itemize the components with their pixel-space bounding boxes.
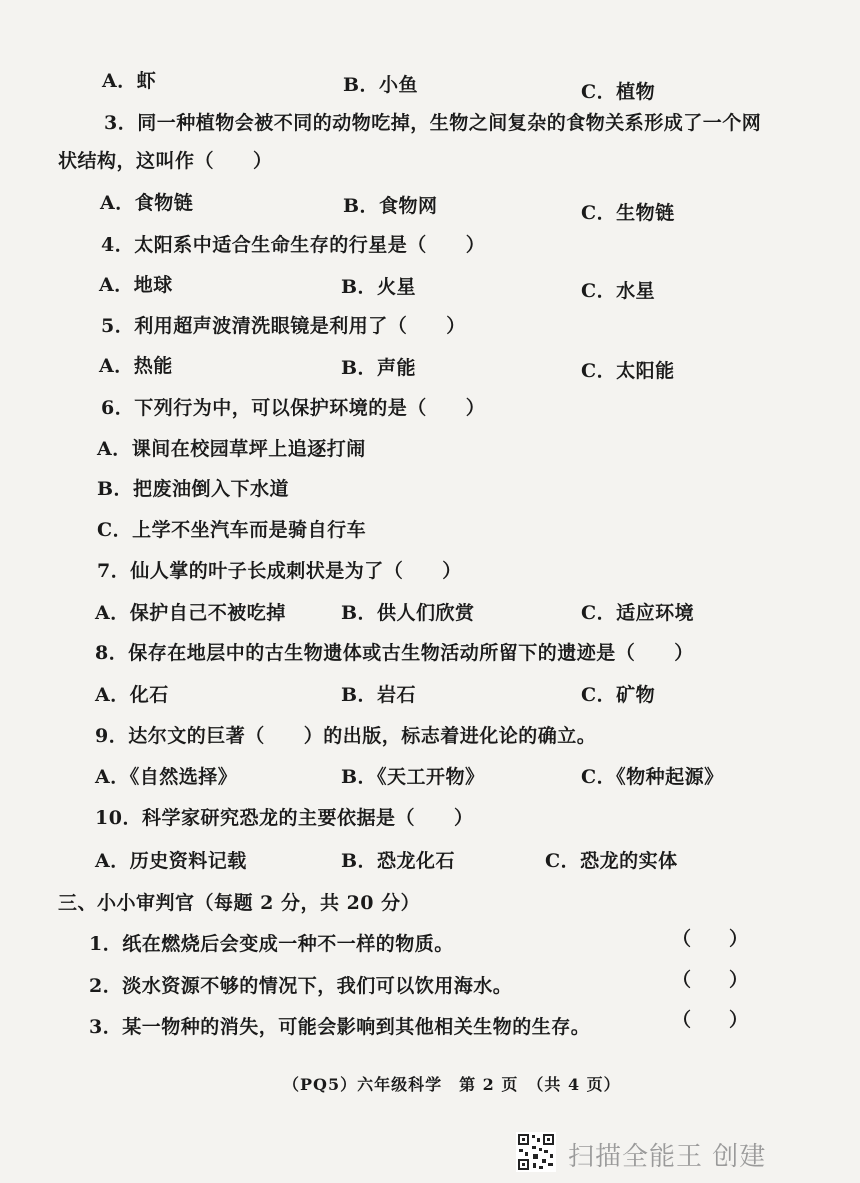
q3-option-a: A．食物链 [100,192,194,214]
q3-option-b: B．食物网 [343,195,438,217]
page-footer: （PQ5）六年级科学 第 2 页 （共 4 页） [283,1075,621,1094]
q7-stem: 7．仙人掌的叶子长成刺状是为了（ ） [97,560,462,582]
q10-option-a: A．历史资料记载 [95,850,247,872]
q5-option-b: B．声能 [341,357,417,379]
judge-item-1: 1．纸在燃烧后会变成一种不一样的物质。 [89,933,454,955]
q4-stem: 4．太阳系中适合生命生存的行星是（ ） [101,234,486,256]
q4-option-c: C．水星 [581,280,656,302]
judge-item-2: 2．淡水资源不够的情况下，我们可以饮用海水。 [89,975,513,997]
q10-option-c: C．恐龙的实体 [545,850,678,872]
q8-stem: 8．保存在地层中的古生物遗体或古生物活动所留下的遗迹是（ ） [95,642,694,664]
q6-option-b: B．把废油倒入下水道 [97,478,290,500]
q8-option-c: C．矿物 [581,684,656,706]
q9-stem: 9．达尔文的巨著（ ）的出版，标志着进化论的确立。 [95,725,597,747]
q4-option-a: A．地球 [99,274,173,296]
q9-option-b: B．《天工开物》 [341,766,485,788]
q6-option-c: C．上学不坐汽车而是骑自行车 [97,519,367,541]
q7-option-a: A．保护自己不被吃掉 [95,602,286,624]
q9-option-a: A．《自然选择》 [95,766,238,788]
section-3-title: 三、小小审判官（每题 2 分，共 20 分） [58,892,421,914]
q2-option-a: A．虾 [102,70,157,92]
q3-stem-continued: 状结构，这叫作（ ） [58,150,273,172]
judge-item-3-blank: （ ） [672,1009,749,1031]
judge-item-1-blank: （ ） [672,928,749,950]
watermark-text: 扫描全能王 创建 [568,1142,767,1172]
q5-option-c: C．太阳能 [581,360,675,382]
scanner-watermark [516,1132,846,1174]
q10-option-b: B．恐龙化石 [341,850,456,872]
q7-option-c: C．适应环境 [581,602,695,624]
q8-option-a: A．化石 [95,684,169,706]
q5-option-a: A．热能 [99,355,173,377]
q8-option-b: B．岩石 [341,684,417,706]
judge-item-2-blank: （ ） [672,969,749,991]
q6-option-a: A．课间在校园草坪上追逐打闹 [97,438,366,460]
judge-item-3: 3．某一物种的消失，可能会影响到其他相关生物的生存。 [89,1016,591,1038]
q6-stem: 6．下列行为中，可以保护环境的是（ ） [101,397,486,419]
q10-stem: 10．科学家研究恐龙的主要依据是（ ） [95,807,474,829]
qr-code-icon [516,1132,556,1172]
q3-stem: 3．同一种植物会被不同的动物吃掉，生物之间复杂的食物关系形成了一个网 [104,112,762,134]
q7-option-b: B．供人们欣赏 [341,602,475,624]
q2-option-b: B．小鱼 [343,74,419,96]
q5-stem: 5．利用超声波清洗眼镜是利用了（ ） [101,315,466,337]
q2-option-c: C．植物 [581,81,656,103]
q3-option-c: C．生物链 [581,202,675,224]
q9-option-c: C．《物种起源》 [581,766,724,788]
q4-option-b: B．火星 [341,276,417,298]
